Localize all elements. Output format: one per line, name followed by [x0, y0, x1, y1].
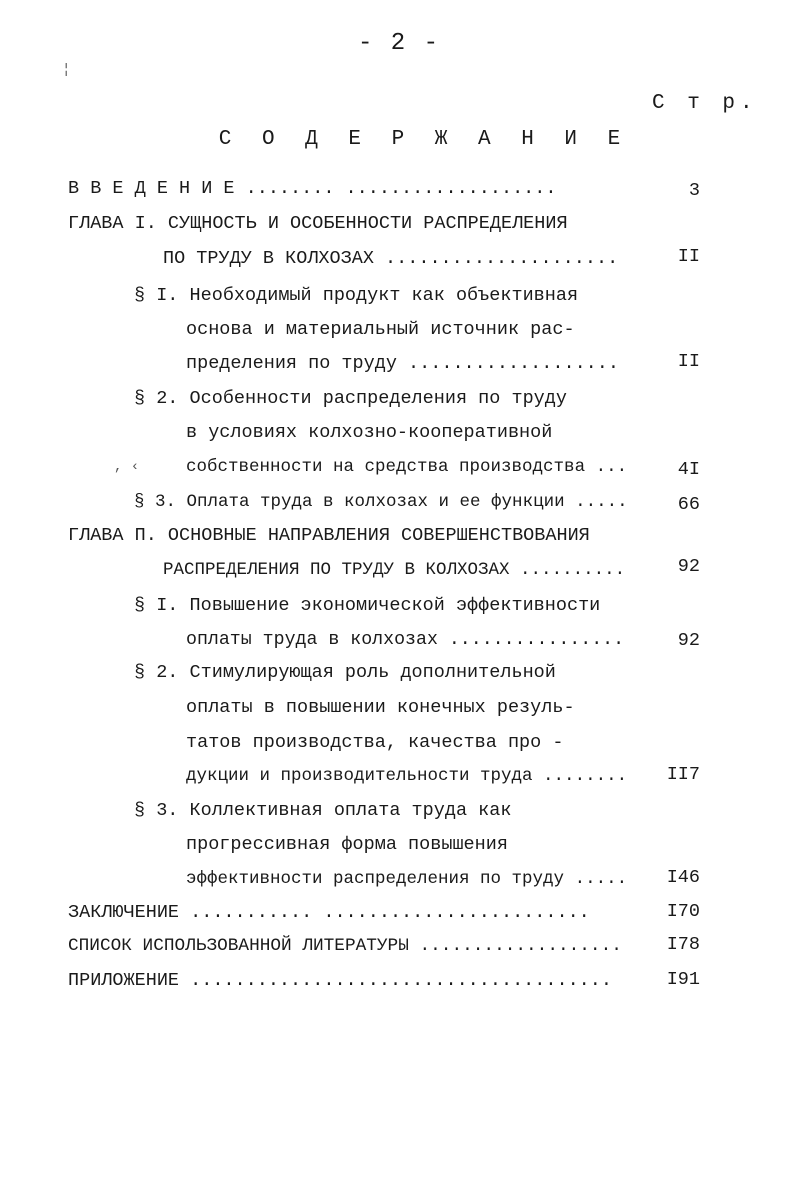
toc-page-section-1-3: 66 — [677, 494, 700, 515]
margin-mark: ¦ — [62, 62, 71, 78]
toc-entry-intro: В В Е Д Е Н И Е ........ ................... — [68, 178, 557, 199]
toc-chapter-1-line-2: ПО ТРУДУ В КОЛХОЗАХ ..................... — [163, 248, 619, 269]
toc-section-2-2-line-3: татов производства, качества про - — [186, 732, 564, 753]
toc-page-conclusion: I70 — [666, 901, 700, 922]
toc-page-appendix: I91 — [666, 969, 700, 990]
toc-section-2-2-line-2: оплаты в повышении конечных резуль- — [186, 697, 575, 718]
toc-section-2-3-line-2: прогрессивная форма повышения — [186, 834, 508, 855]
toc-section-2-3-line-3: эффективности распределения по труду ..... — [186, 869, 628, 889]
contents-title: С О Д Е Р Ж А Н И Е — [218, 128, 630, 151]
toc-section-1-2-line-2: в условиях колхозно-кооперативной — [186, 422, 553, 443]
page-number: - 2 - — [357, 30, 440, 57]
toc-section-1-1-line-3: пределения по труду ................... — [186, 353, 619, 374]
toc-chapter-2-line-2: РАСПРЕДЕЛЕНИЯ ПО ТРУДУ В КОЛХОЗАХ .......... — [163, 560, 626, 580]
toc-page-section-2-3: I46 — [666, 867, 700, 888]
toc-section-1-2-line-1: § 2. Особенности распределения по труду — [134, 388, 567, 409]
toc-section-1-1-line-2: основа и материальный источник рас- — [186, 319, 575, 340]
margin-tick: , ‹ — [114, 459, 140, 475]
toc-chapter-2-line-1: ГЛАВА П. ОСНОВНЫЕ НАПРАВЛЕНИЯ СОВЕРШЕНСТВОВАНИЯ — [68, 525, 590, 546]
toc-section-1-2-line-3: собственности на средства производства ... — [186, 457, 628, 477]
toc-page-section-1-2: 4I — [677, 459, 700, 480]
toc-page-chapter-2: 92 — [677, 556, 700, 577]
toc-entry-conclusion: ЗАКЛЮЧЕНИЕ ........... ........................ — [68, 902, 590, 923]
toc-page-references: I78 — [666, 934, 700, 955]
toc-page-section-2-1: 92 — [677, 630, 700, 651]
toc-section-2-2-line-1: § 2. Стимулирующая роль дополнительной — [134, 662, 556, 683]
toc-page-section-1-1: II — [677, 351, 700, 372]
toc-section-1-1-line-1: § I. Необходимый продукт как объективная — [134, 285, 579, 306]
toc-section-1-3-line-1: § 3. Оплата труда в колхозах и ее функции ..... — [134, 492, 628, 512]
toc-section-2-1-line-2: оплаты труда в колхозах ................ — [186, 630, 625, 650]
page-column-label: С т р. — [652, 92, 758, 115]
toc-section-2-2-line-4: дукции и производительности труда ........ — [186, 766, 628, 786]
toc-section-2-3-line-1: § 3. Коллективная оплата труда как — [134, 800, 512, 821]
toc-entry-appendix: ПРИЛОЖЕНИЕ ...................................... — [68, 970, 612, 991]
toc-page-intro: 3 — [688, 180, 700, 201]
toc-chapter-1-line-1: ГЛАВА I. СУЩНОСТЬ И ОСОБЕННОСТИ РАСПРЕДЕЛЕНИЯ — [68, 213, 568, 234]
toc-page-chapter-1: II — [677, 246, 700, 267]
toc-section-2-1-line-1: § I. Повышение экономической эффективности — [134, 595, 601, 616]
toc-entry-references: СПИСОК ИСПОЛЬЗОВАННОЙ ЛИТЕРАТУРЫ ................... — [68, 936, 622, 956]
toc-page-section-2-2: II7 — [666, 764, 700, 785]
